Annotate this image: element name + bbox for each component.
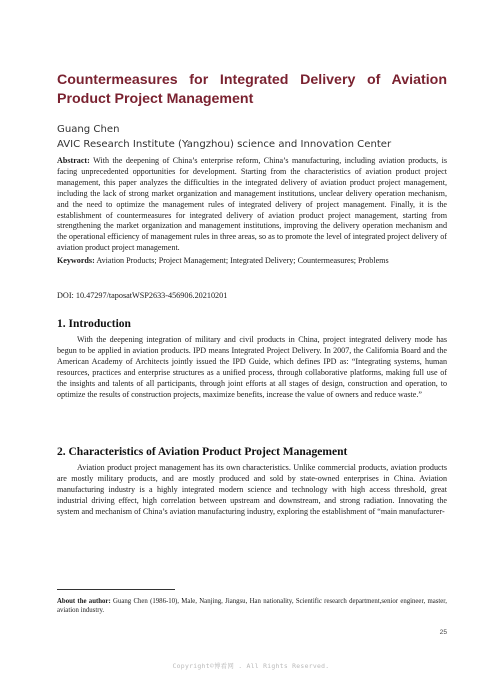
footnote-label: About the author: xyxy=(57,598,111,605)
footnote xyxy=(57,597,447,616)
abstract-text: With the deepening of China’s enterprise reform, China’s manufacturing, including aviation products, is facing unprecedented opportunities for development. Starting from the characteristics of aviation product project management, this paper analyzes the difficulties in the integrated delivery of aviation product project management, including the lack of strong market organization and management institutions, unclear delivery operation mechanism, and the need to optimize the management rules of integrated delivery of project management. Finally, it is the establishment of countermeasures for integrated delivery of aviation product project management, starting from strengthening the market organization and management institutions, improving the delivery operation mechanism and the operational efficiency of management rules in three areas, so as to promote the level of integrated project delivery of aviation product project management. xyxy=(57,156,447,253)
doi: DOI: 10.47297/taposatWSP2633-456906.20210201 xyxy=(57,291,228,300)
section-heading-characteristics: 2. Characteristics of Aviation Product Project Management xyxy=(57,446,348,458)
section-text-characteristics: Aviation product project management has its own characteristics. Unlike commercial products, aviation products are mostly military products, and are mostly produced and sold by state-owned enterprises in China. Aviation manufacturing industry is a highly integrated modern science and technology with high access threshold, great industrial driving effect, high correlation between upstream and downstream, and strong radiation. Innovating the system and mechanism of China’s aviation manufacturing industry, exploring the establishment of “main manufacturer- xyxy=(57,463,447,516)
footnote-rule xyxy=(57,589,175,590)
copyright-notice: Copyright©博看网 . All Rights Reserved. xyxy=(172,662,330,670)
author-name: Guang Chen xyxy=(57,124,120,135)
footnote-text: Guang Chen (1986-10), Male, Nanjing, Jiangsu, Han nationality, Scientific research department,senior engineer, master, aviation industry. xyxy=(57,598,447,615)
author-block xyxy=(57,122,457,152)
paper-title: Countermeasures for Integrated Delivery of Aviation Product Project Management xyxy=(57,72,447,107)
keywords-label: Keywords: xyxy=(57,256,95,265)
abstract-label: Abstract: xyxy=(57,156,90,165)
author-affiliation: AVIC Research Institute (Yangzhou) science and Innovation Center xyxy=(57,139,392,150)
abstract xyxy=(57,156,447,254)
section-text-introduction: With the deepening integration of military and civil products in China, project integrated delivery mode has begun to be applied in aviation products. IPD means Integrated Project Delivery. In 2007, the California Board and the American Academy of Architects jointly issued the IPD Guide, which defines IPD as: “Integrating systems, human resources, practices and enterprise structures as a unified process, through collaborative platforms, making full use of the insights and talents of all participants, through joint efforts at all stages of design, construction and operation, to optimize the results of construction projects, maximize benefits, increase the value of owners and reduce waste.” xyxy=(57,335,447,399)
page-number: 25 xyxy=(439,629,447,636)
section-heading-introduction: 1. Introduction xyxy=(57,318,131,330)
keywords-text: Aviation Products; Project Management; Integrated Delivery; Countermeasures; Problems xyxy=(96,256,389,265)
keywords xyxy=(57,256,447,267)
